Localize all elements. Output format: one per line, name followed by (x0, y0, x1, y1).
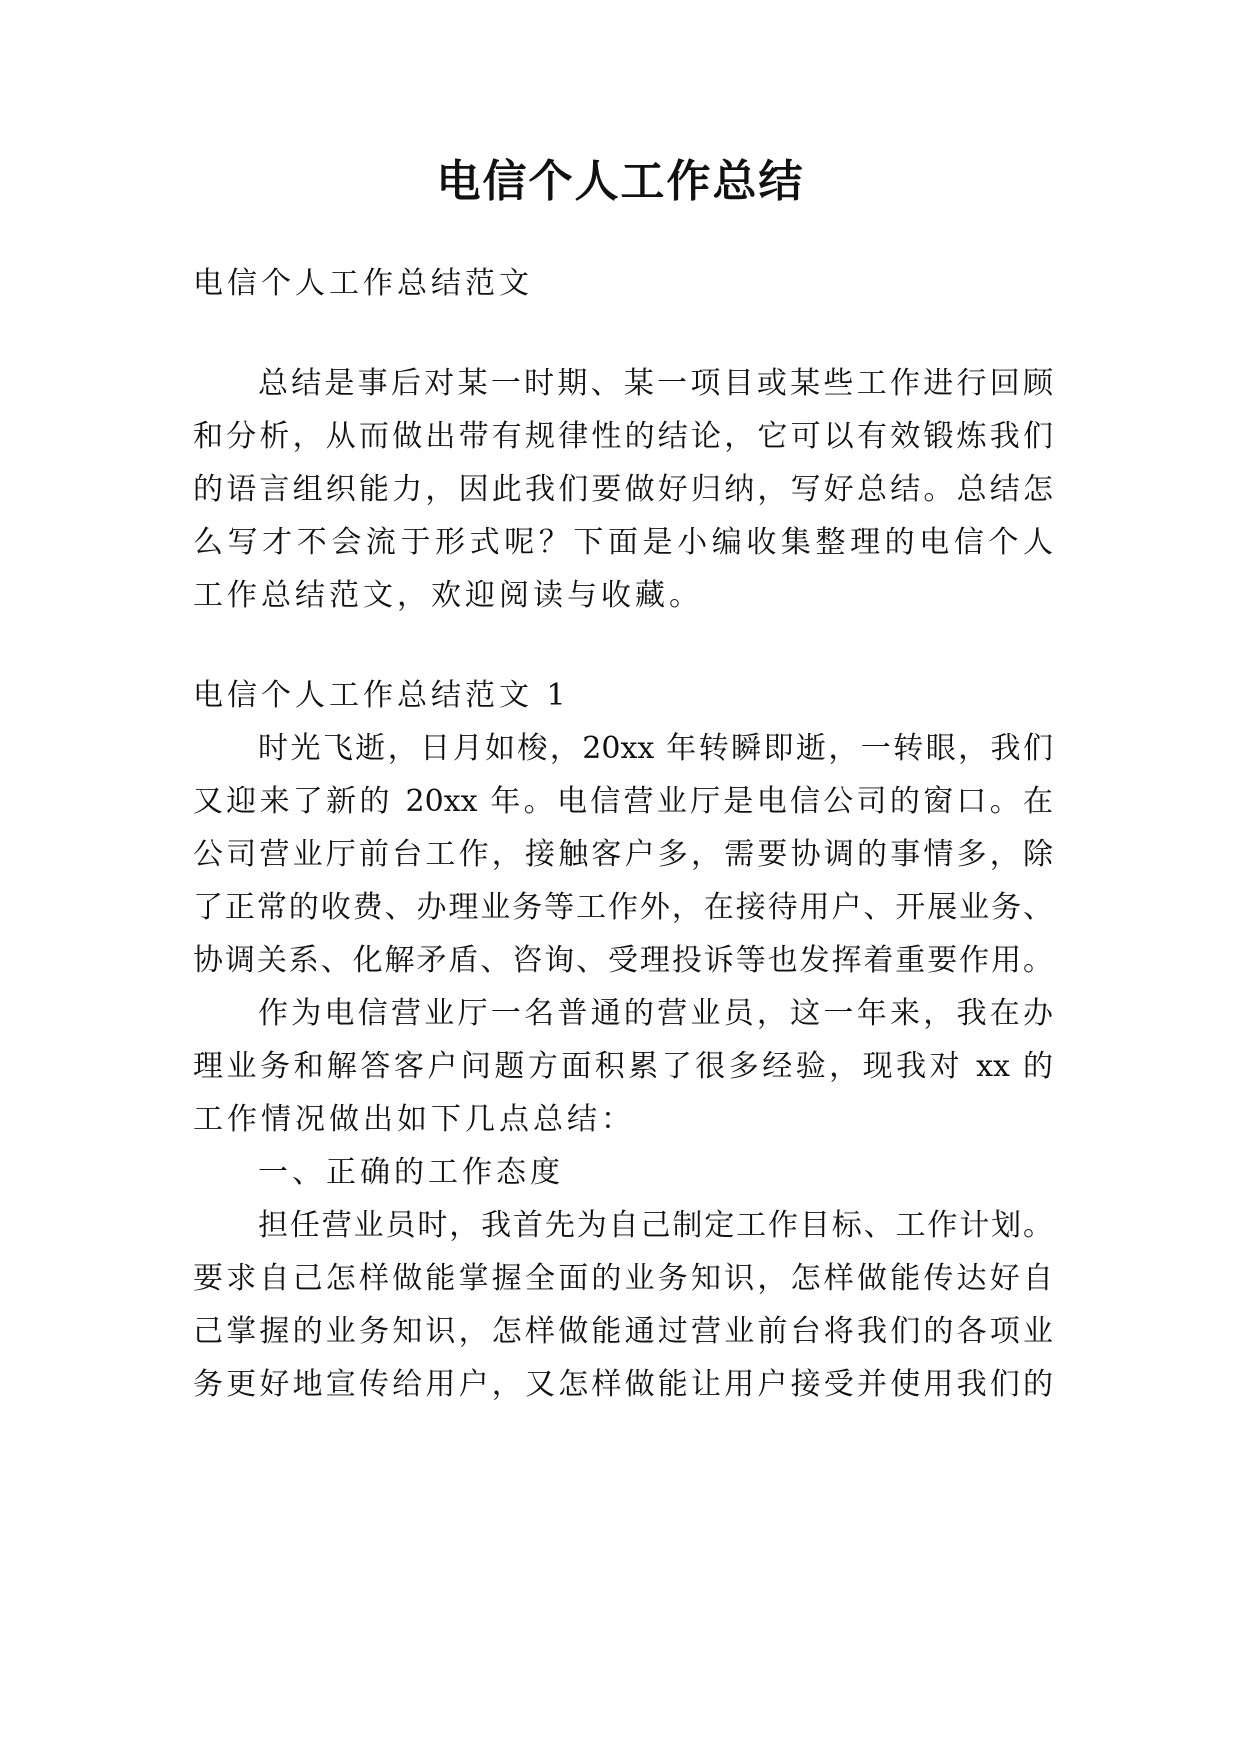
para3-line-1: 担任营业员时，我首先为自己制定工作目标、工作计划。 (258, 1208, 1053, 1243)
section1-heading: 电信个人工作总结范文 1 (193, 678, 570, 713)
para2-line-2: 理业务和解答客户问题方面积累了很多经验，现我对 xx 的 (193, 1049, 1053, 1084)
document-title: 电信个人工作总结 (436, 156, 805, 207)
intro-line-3: 的语言组织能力，因此我们要做好归纳，写好总结。总结怎 (193, 472, 1053, 507)
para1-line-1: 时光飞逝，日月如梭，20xx 年转瞬即逝，一转眼，我们 (258, 731, 1053, 766)
intro-line-1: 总结是事后对某一时期、某一项目或某些工作进行回顾 (258, 366, 1053, 401)
para2-line-3: 工作情况做出如下几点总结： (193, 1102, 635, 1137)
para1-line-5: 协调关系、化解矛盾、咨询、受理投诉等也发挥着重要作用。 (193, 943, 1053, 978)
para1-line-4: 了正常的收费、办理业务等工作外，在接待用户、开展业务、 (193, 890, 1053, 925)
intro-line-4: 么写才不会流于形式呢？下面是小编收集整理的电信个人 (193, 525, 1053, 560)
para1-line-2: 又迎来了新的 20xx 年。电信营业厅是电信公司的窗口。在 (193, 784, 1053, 819)
intro-line-2: 和分析，从而做出带有规律性的结论，它可以有效锻炼我们 (193, 419, 1053, 454)
para3-line-3: 己掌握的业务知识，怎样做能通过营业前台将我们的各项业 (193, 1314, 1053, 1349)
para1-line-3: 公司营业厅前台工作，接触客户多，需要协调的事情多，除 (193, 837, 1053, 872)
para3-line-4: 务更好地宣传给用户，又怎样做能让用户接受并使用我们的 (193, 1367, 1053, 1402)
point1-heading: 一、正确的工作态度 (258, 1155, 564, 1190)
intro-line-5: 工作总结范文，欢迎阅读与收藏。 (193, 578, 703, 613)
para3-line-2: 要求自己怎样做能掌握全面的业务知识，怎样做能传达好自 (193, 1261, 1053, 1296)
document-subtitle: 电信个人工作总结范文 (193, 266, 533, 301)
para2-line-1: 作为电信营业厅一名普通的营业员，这一年来，我在办 (258, 996, 1053, 1031)
